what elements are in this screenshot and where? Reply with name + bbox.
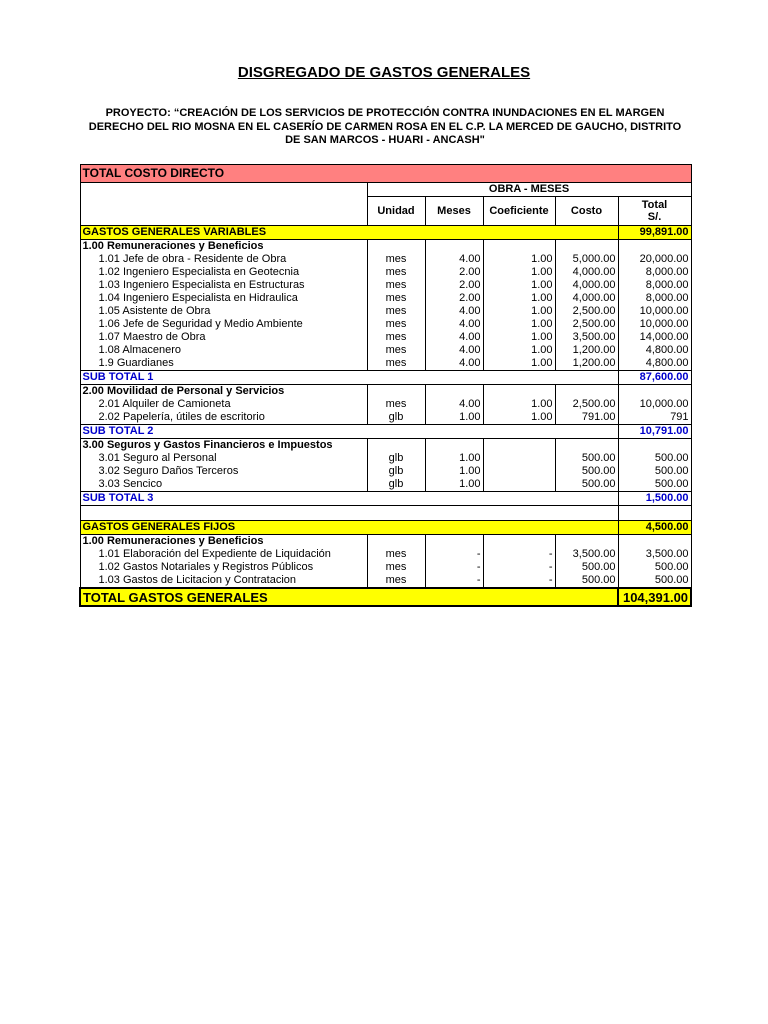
table-row bbox=[80, 357, 691, 371]
item-unidad: mes bbox=[367, 357, 425, 371]
item-coeficiente: 1.00 bbox=[483, 357, 555, 371]
empty-cell bbox=[555, 535, 618, 549]
item-coeficiente: 1.00 bbox=[483, 344, 555, 357]
subtotal-row bbox=[80, 492, 691, 506]
item-total: 14,000.00 bbox=[618, 331, 691, 344]
item-unidad: mes bbox=[367, 548, 425, 561]
item-costo: 500.00 bbox=[555, 574, 618, 588]
item-total: 500.00 bbox=[618, 452, 691, 465]
gastos-variables-total: 99,891.00 bbox=[618, 226, 691, 240]
item-meses: - bbox=[425, 561, 483, 574]
subtotal-label: SUB TOTAL 3 bbox=[80, 492, 618, 506]
grand-total-label: TOTAL GASTOS GENERALES bbox=[80, 588, 618, 606]
item-meses: 4.00 bbox=[425, 318, 483, 331]
item-description: 1.01 Jefe de obra - Residente de Obra bbox=[80, 253, 367, 266]
subtotal-value: 1,500.00 bbox=[618, 492, 691, 506]
subtotal-label: SUB TOTAL 2 bbox=[80, 425, 618, 439]
item-total: 500.00 bbox=[618, 561, 691, 574]
item-costo: 4,000.00 bbox=[555, 279, 618, 292]
item-costo: 3,500.00 bbox=[555, 331, 618, 344]
item-description: 1.08 Almacenero bbox=[80, 344, 367, 357]
obra-meses-header: OBRA - MESES bbox=[367, 183, 691, 197]
item-total: 3,500.00 bbox=[618, 548, 691, 561]
item-costo: 500.00 bbox=[555, 478, 618, 492]
item-meses: 2.00 bbox=[425, 279, 483, 292]
empty-cell bbox=[555, 439, 618, 453]
item-costo: 4,000.00 bbox=[555, 266, 618, 279]
item-meses: 4.00 bbox=[425, 357, 483, 371]
item-total: 8,000.00 bbox=[618, 279, 691, 292]
item-meses: 1.00 bbox=[425, 452, 483, 465]
item-coeficiente: - bbox=[483, 561, 555, 574]
item-total: 8,000.00 bbox=[618, 292, 691, 305]
table-row bbox=[80, 318, 691, 331]
blank-row bbox=[80, 506, 691, 521]
item-total: 10,000.00 bbox=[618, 305, 691, 318]
gastos-fijos-label: GASTOS GENERALES FIJOS bbox=[80, 521, 618, 535]
empty-cell bbox=[618, 240, 691, 254]
group-title-row bbox=[80, 535, 691, 549]
coeficiente-header: Coeficiente bbox=[483, 197, 555, 226]
empty-cell bbox=[555, 385, 618, 399]
empty-cell bbox=[425, 240, 483, 254]
item-unidad: mes bbox=[367, 253, 425, 266]
gastos-fijos-total: 4,500.00 bbox=[618, 521, 691, 535]
item-total: 791 bbox=[618, 411, 691, 425]
table-row bbox=[80, 266, 691, 279]
item-unidad: glb bbox=[367, 452, 425, 465]
group-title: 1.00 Remuneraciones y Beneficios bbox=[80, 535, 367, 549]
subtotal-value: 10,791.00 bbox=[618, 425, 691, 439]
item-coeficiente: 1.00 bbox=[483, 266, 555, 279]
item-description: 1.02 Ingeniero Especialista en Geotecnia bbox=[80, 266, 367, 279]
group-title: 2.00 Movilidad de Personal y Servicios bbox=[80, 385, 367, 399]
item-costo: 500.00 bbox=[555, 561, 618, 574]
group-title-row bbox=[80, 385, 691, 399]
unidad-header: Unidad bbox=[367, 197, 425, 226]
item-description: 3.02 Seguro Daños Terceros bbox=[80, 465, 367, 478]
item-coeficiente: 1.00 bbox=[483, 318, 555, 331]
item-coeficiente bbox=[483, 452, 555, 465]
item-coeficiente: - bbox=[483, 574, 555, 588]
item-total: 10,000.00 bbox=[618, 318, 691, 331]
item-description: 1.9 Guardianes bbox=[80, 357, 367, 371]
item-description: 1.02 Gastos Notariales y Registros Públicos bbox=[80, 561, 367, 574]
grand-total-row bbox=[80, 588, 691, 606]
item-coeficiente bbox=[483, 478, 555, 492]
item-coeficiente: - bbox=[483, 548, 555, 561]
total-costo-directo-row bbox=[80, 165, 691, 183]
table-row bbox=[80, 465, 691, 478]
item-total: 500.00 bbox=[618, 478, 691, 492]
item-costo: 1,200.00 bbox=[555, 357, 618, 371]
expenses-table bbox=[79, 164, 692, 607]
table-row bbox=[80, 331, 691, 344]
subtotal-label: SUB TOTAL 1 bbox=[80, 371, 618, 385]
item-coeficiente: 1.00 bbox=[483, 411, 555, 425]
group-title: 3.00 Seguros y Gastos Financieros e Impuestos bbox=[80, 439, 367, 453]
item-description: 2.02 Papelería, útiles de escritorio bbox=[80, 411, 367, 425]
table-row bbox=[80, 561, 691, 574]
empty-cell bbox=[367, 535, 425, 549]
group-title-row bbox=[80, 240, 691, 254]
item-costo: 2,500.00 bbox=[555, 398, 618, 411]
header-row-columns bbox=[80, 197, 691, 226]
empty-cell bbox=[425, 439, 483, 453]
item-meses: 4.00 bbox=[425, 305, 483, 318]
empty-cell bbox=[483, 439, 555, 453]
table-row bbox=[80, 478, 691, 492]
item-meses: - bbox=[425, 574, 483, 588]
table-row bbox=[80, 398, 691, 411]
group-title-row bbox=[80, 439, 691, 453]
gastos-variables-row bbox=[80, 226, 691, 240]
total-costo-directo-label: TOTAL COSTO DIRECTO bbox=[80, 165, 691, 183]
item-unidad: mes bbox=[367, 292, 425, 305]
item-unidad: mes bbox=[367, 318, 425, 331]
empty-cell bbox=[80, 506, 618, 521]
item-meses: 2.00 bbox=[425, 266, 483, 279]
empty-cell bbox=[483, 535, 555, 549]
table-row bbox=[80, 279, 691, 292]
empty-cell bbox=[618, 439, 691, 453]
item-description: 3.03 Sencico bbox=[80, 478, 367, 492]
empty-cell bbox=[425, 535, 483, 549]
item-description: 1.03 Ingeniero Especialista en Estructuras bbox=[80, 279, 367, 292]
empty-cell bbox=[618, 385, 691, 399]
item-costo: 1,200.00 bbox=[555, 344, 618, 357]
subtotal-row bbox=[80, 425, 691, 439]
project-description: PROYECTO: “CREACIÓN DE LOS SERVICIOS DE PROTECCIÓN CONTRA INUNDACIONES EN EL MARGEN DERECHO DEL RIO MOSNA EN EL CASERÍO DE CARMEN ROSA EN EL C.P. LA MERCED DE GAUCHO, DISTRITO DE SAN MARCOS - HUARI - ANCASH" bbox=[88, 107, 682, 146]
empty-cell bbox=[483, 240, 555, 254]
item-coeficiente: 1.00 bbox=[483, 305, 555, 318]
item-costo: 3,500.00 bbox=[555, 548, 618, 561]
empty-cell bbox=[555, 240, 618, 254]
item-unidad: mes bbox=[367, 398, 425, 411]
item-description: 1.05 Asistente de Obra bbox=[80, 305, 367, 318]
gastos-fijos-row bbox=[80, 521, 691, 535]
empty-cell bbox=[367, 385, 425, 399]
item-costo: 5,000.00 bbox=[555, 253, 618, 266]
item-unidad: mes bbox=[367, 561, 425, 574]
item-total: 8,000.00 bbox=[618, 266, 691, 279]
item-unidad: mes bbox=[367, 305, 425, 318]
item-meses: 1.00 bbox=[425, 478, 483, 492]
table-row bbox=[80, 344, 691, 357]
item-meses: 4.00 bbox=[425, 398, 483, 411]
table-row bbox=[80, 253, 691, 266]
currency-header: S/. bbox=[647, 211, 662, 223]
item-costo: 500.00 bbox=[555, 465, 618, 478]
empty-cell bbox=[618, 506, 691, 521]
item-unidad: mes bbox=[367, 344, 425, 357]
table-row bbox=[80, 574, 691, 588]
item-meses: 2.00 bbox=[425, 292, 483, 305]
empty-cell bbox=[618, 535, 691, 549]
item-coeficiente: 1.00 bbox=[483, 398, 555, 411]
item-costo: 2,500.00 bbox=[555, 318, 618, 331]
item-total: 500.00 bbox=[618, 465, 691, 478]
gastos-variables-label: GASTOS GENERALES VARIABLES bbox=[80, 226, 618, 240]
item-description: 2.01 Alquiler de Camioneta bbox=[80, 398, 367, 411]
item-meses: 4.00 bbox=[425, 344, 483, 357]
item-costo: 2,500.00 bbox=[555, 305, 618, 318]
header-row-group bbox=[80, 183, 691, 197]
item-coeficiente: 1.00 bbox=[483, 292, 555, 305]
item-total: 4,800.00 bbox=[618, 357, 691, 371]
item-description: 1.04 Ingeniero Especialista en Hidraulica bbox=[80, 292, 367, 305]
grand-total-value: 104,391.00 bbox=[618, 588, 691, 606]
item-unidad: glb bbox=[367, 478, 425, 492]
item-costo: 791.00 bbox=[555, 411, 618, 425]
table-row bbox=[80, 305, 691, 318]
item-coeficiente bbox=[483, 465, 555, 478]
item-unidad: glb bbox=[367, 411, 425, 425]
empty-cell bbox=[367, 439, 425, 453]
costo-header: Costo bbox=[555, 197, 618, 226]
table-row bbox=[80, 411, 691, 425]
subtotal-row bbox=[80, 371, 691, 385]
total-header-label: Total bbox=[641, 199, 668, 211]
item-coeficiente: 1.00 bbox=[483, 279, 555, 292]
total-header bbox=[618, 197, 691, 226]
item-total: 500.00 bbox=[618, 574, 691, 588]
item-description: 1.03 Gastos de Licitacion y Contratacion bbox=[80, 574, 367, 588]
table-row bbox=[80, 452, 691, 465]
item-description: 3.01 Seguro al Personal bbox=[80, 452, 367, 465]
item-coeficiente: 1.00 bbox=[483, 331, 555, 344]
item-unidad: mes bbox=[367, 266, 425, 279]
item-description: 1.06 Jefe de Seguridad y Medio Ambiente bbox=[80, 318, 367, 331]
table-row bbox=[80, 548, 691, 561]
empty-cell bbox=[483, 385, 555, 399]
item-meses: 1.00 bbox=[425, 411, 483, 425]
table-row bbox=[80, 292, 691, 305]
meses-header: Meses bbox=[425, 197, 483, 226]
item-meses: - bbox=[425, 548, 483, 561]
item-description: 1.07 Maestro de Obra bbox=[80, 331, 367, 344]
item-total: 10,000.00 bbox=[618, 398, 691, 411]
item-meses: 1.00 bbox=[425, 465, 483, 478]
group-title: 1.00 Remuneraciones y Beneficios bbox=[80, 240, 367, 254]
empty-cell bbox=[367, 240, 425, 254]
item-description: 1.01 Elaboración del Expediente de Liquidación bbox=[80, 548, 367, 561]
empty-cell bbox=[425, 385, 483, 399]
page-title: DISGREGADO DE GASTOS GENERALES bbox=[237, 64, 531, 81]
item-coeficiente: 1.00 bbox=[483, 253, 555, 266]
item-total: 4,800.00 bbox=[618, 344, 691, 357]
item-costo: 500.00 bbox=[555, 452, 618, 465]
item-unidad: mes bbox=[367, 574, 425, 588]
item-unidad: glb bbox=[367, 465, 425, 478]
subtotal-value: 87,600.00 bbox=[618, 371, 691, 385]
item-unidad: mes bbox=[367, 279, 425, 292]
item-costo: 4,000.00 bbox=[555, 292, 618, 305]
item-meses: 4.00 bbox=[425, 253, 483, 266]
item-total: 20,000.00 bbox=[618, 253, 691, 266]
item-meses: 4.00 bbox=[425, 331, 483, 344]
item-unidad: mes bbox=[367, 331, 425, 344]
